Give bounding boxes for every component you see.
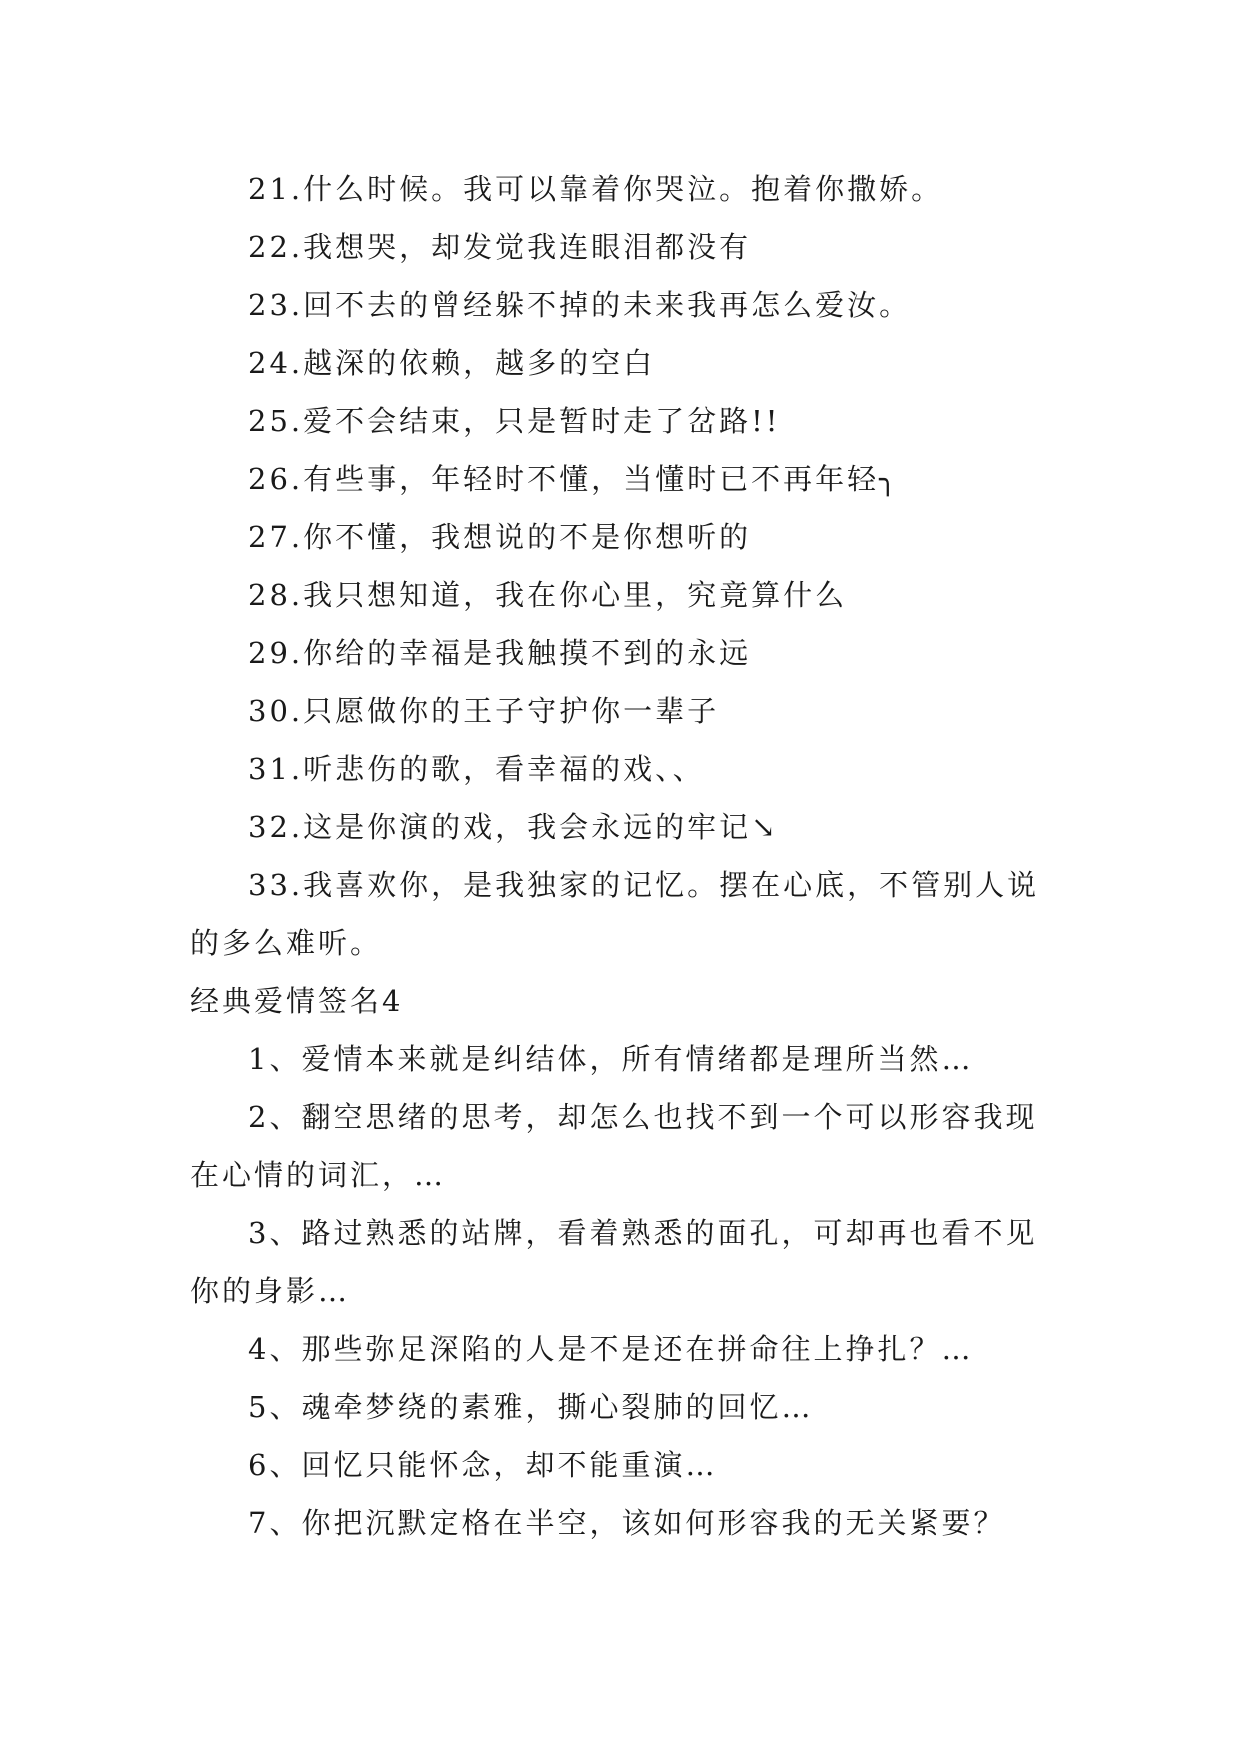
list-item-27: 27.你不懂，我想说的不是你想听的 xyxy=(248,520,752,554)
section-heading: 经典爱情签名4 xyxy=(190,984,404,1018)
list-item-6: 6、回忆只能怀念，却不能重演… xyxy=(248,1448,718,1482)
list-item-23: 23.回不去的曾经躲不掉的未来我再怎么爱汝。 xyxy=(248,288,912,322)
list-item-22: 22.我想哭，却发觉我连眼泪都没有 xyxy=(248,230,752,264)
list-item-2: 2、翻空思绪的思考，却怎么也找不到一个可以形容我现在心情的词汇，… xyxy=(190,1100,1038,1192)
list-item-7: 7、你把沉默定格在半空，该如何形容我的无关紧要？ xyxy=(248,1506,1006,1540)
list-item-25: 25.爱不会结束，只是暂时走了岔路!! xyxy=(248,404,781,438)
list-item-30: 30.只愿做你的王子守护你一辈子 xyxy=(248,694,720,728)
list-item-1: 1、爱情本来就是纠结体，所有情绪都是理所当然… xyxy=(248,1042,974,1076)
list-item-26: 26.有些事，年轻时不懂，当懂时已不再年轻╮ xyxy=(248,462,900,496)
list-item-31: 31.听悲伤的歌，看幸福的戏、、 xyxy=(248,752,705,786)
list-item-5: 5、魂牵梦绕的素雅，撕心裂肺的回忆… xyxy=(248,1390,814,1424)
list-item-24: 24.越深的依赖，越多的空白 xyxy=(248,346,656,380)
list-item-33: 33.我喜欢你，是我独家的记忆。摆在心底，不管别人说的多么难听。 xyxy=(190,868,1040,960)
list-item-21: 21.什么时候。我可以靠着你哭泣。抱着你撒娇。 xyxy=(248,172,944,206)
document-body xyxy=(190,160,1060,1552)
list-item-3: 3、路过熟悉的站牌，看着熟悉的面孔，可却再也看不见你的身影… xyxy=(190,1216,1038,1308)
list-item-28: 28.我只想知道，我在你心里，究竟算什么 xyxy=(248,578,848,612)
list-item-29: 29.你给的幸福是我触摸不到的永远 xyxy=(248,636,752,670)
list-item-4: 4、那些弥足深陷的人是不是还在拼命往上挣扎？… xyxy=(248,1332,974,1366)
list-item-32: 32.这是你演的戏，我会永远的牢记↘ xyxy=(248,810,779,844)
